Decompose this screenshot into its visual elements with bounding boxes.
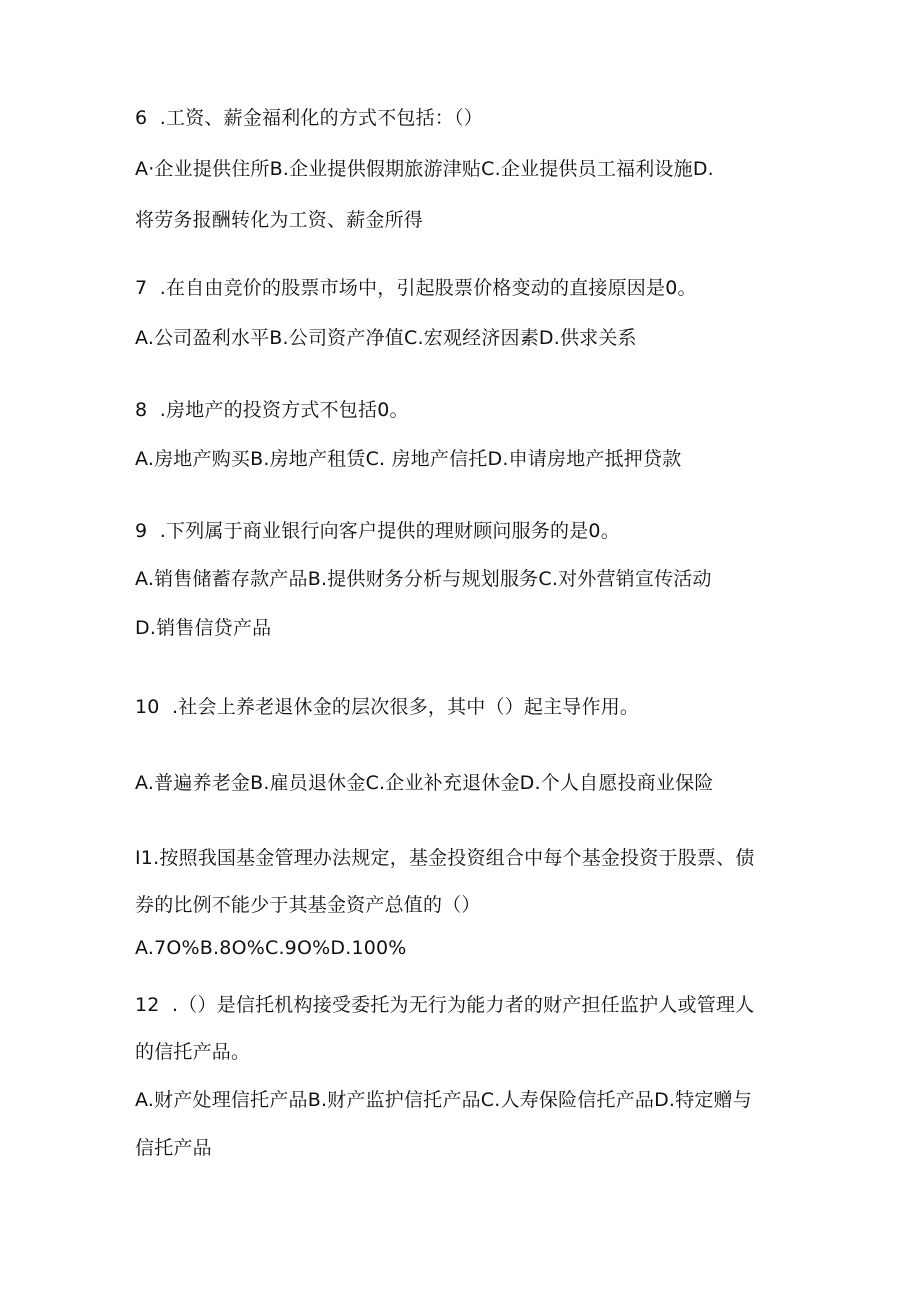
q6-stem: 6 .工资、薪金福利化的方式不包括：（） [135,107,483,129]
q9-stem: 9 .下列属于商业银行向客户提供的理财顾问服务的是0。 [135,520,620,542]
q7-options: A.公司盈利水平B.公司资产净值C.宏观经济因素D.供求关系 [135,327,637,349]
q9-options: A.销售储蓄存款产品B.提供财务分析与规划服务C.对外营销宣传活动 [135,568,712,590]
q11-stem-cont: 券的比例不能少于其基金资产总值的（） [135,894,481,916]
q6-options: A·企业提供住所B.企业提供假期旅游津贴C.企业提供员工福利设施D. [135,158,714,180]
q11-stem: I1.按照我国基金管理办法规定，基金投资组合中每个基金投资于股票、债 [135,847,755,869]
q6-options-cont: 将劳务报酬转化为工资、薪金所得 [135,209,424,231]
q12-stem: 12 .（）是信托机构接受委托为无行为能力者的财产担任监护人或管理人 [135,994,755,1016]
q9-options-cont: D.销售信贷产品 [135,617,272,639]
q12-options-cont: 信托产品 [135,1137,212,1159]
q12-stem-cont: 的信托产品。 [135,1041,251,1063]
q10-stem: 10 .社会上养老退休金的层次很多，其中（）起主导作用。 [135,696,640,718]
q8-options: A.房地产购买B.房地产租赁C. 房地产信托D.申请房地产抵押贷款 [135,448,682,470]
q11-options: A.7O%B.8O%C.9O%D.100% [135,937,407,959]
q12-options: A.财产处理信托产品B.财产监护信托产品C.人寿保险信托产品D.特定赠与 [135,1089,752,1111]
q8-stem: 8 .房地产的投资方式不包括0。 [135,399,409,421]
q7-stem: 7 .在自由竞价的股票市场中，引起股票价格变动的直接原因是0。 [135,277,697,299]
q10-options: A.普遍养老金B.雇员退休金C.企业补充退休金D.个人自愿投商业保险 [135,772,714,794]
